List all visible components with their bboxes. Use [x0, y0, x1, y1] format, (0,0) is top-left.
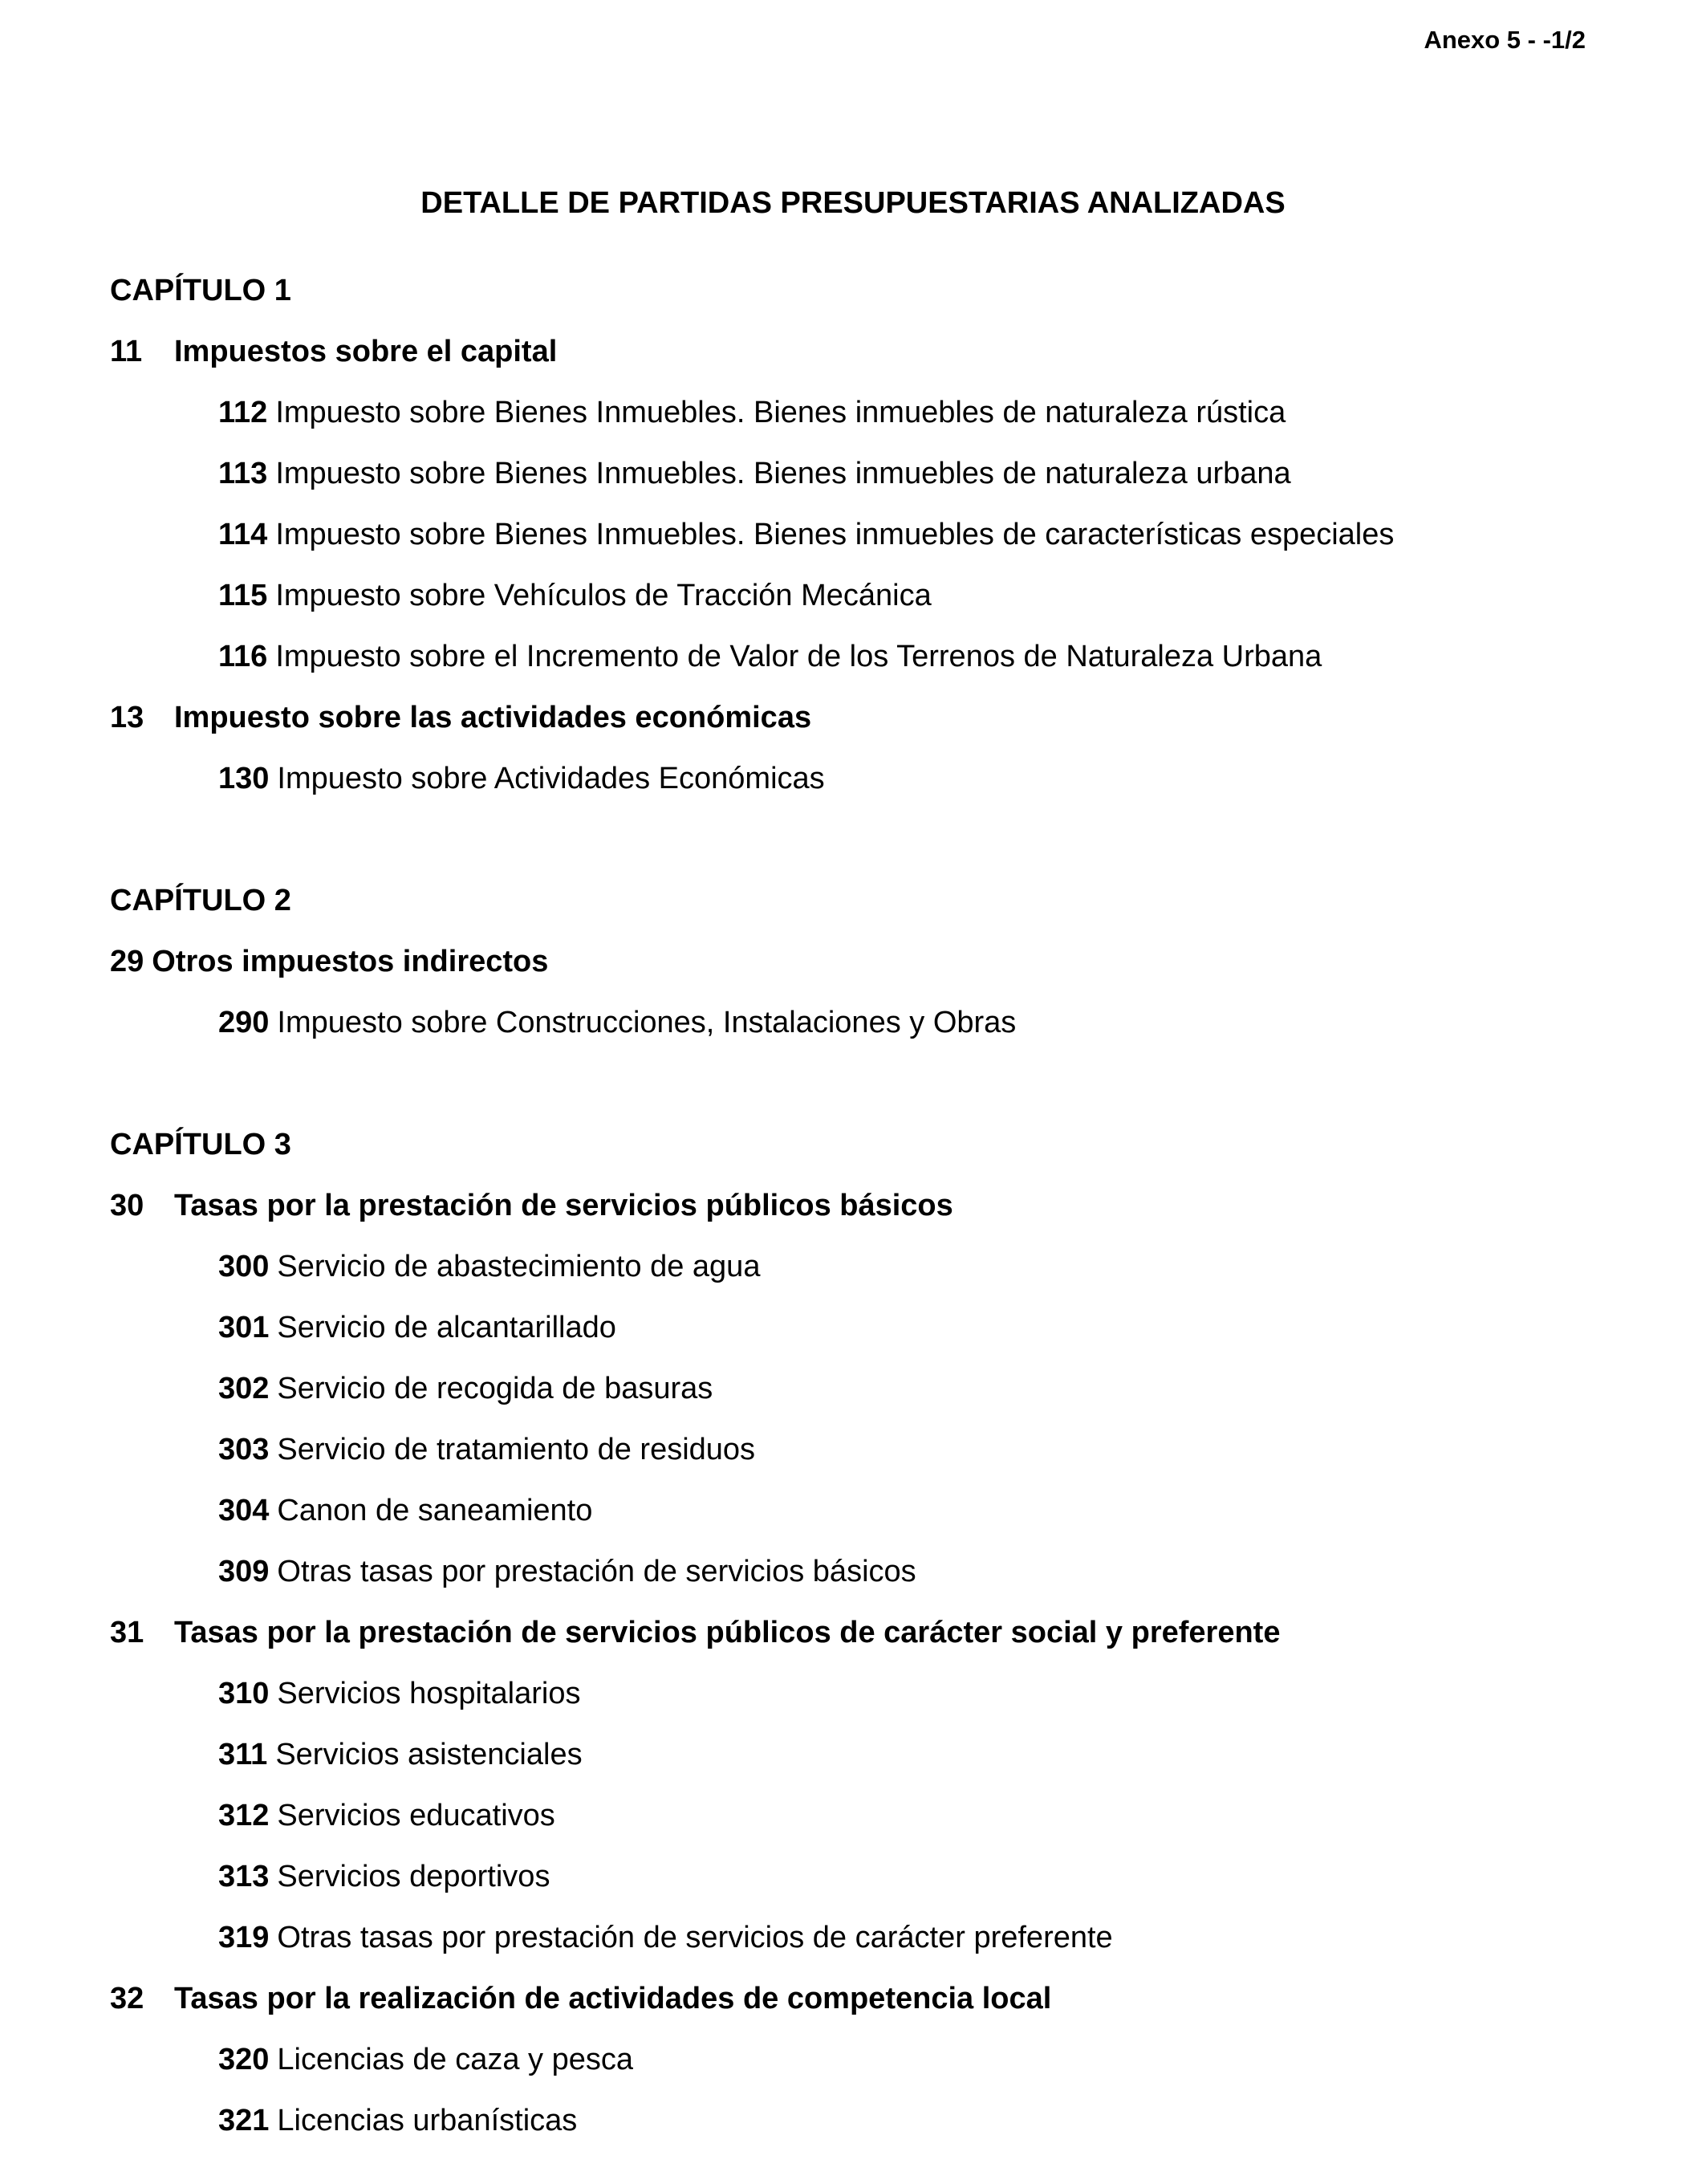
item-code: 313 [218, 1860, 270, 1893]
item-code: 113 [218, 457, 268, 490]
item-code: 112 [218, 396, 268, 429]
line-item [110, 2090, 1626, 2151]
chapter-heading: CAPÍTULO 3 [110, 1128, 291, 1161]
item-name: Licencias urbanísticas [277, 2104, 578, 2137]
item-name: Servicio de abastecimiento de agua [277, 1250, 761, 1283]
item-name: Canon de saneamiento [277, 1494, 593, 1527]
item-name: Impuesto sobre Vehículos de Tracción Mecánica [275, 579, 932, 612]
concept-name: Tasas por la prestación de servicios públicos de carácter social y preferente [174, 1616, 1281, 1649]
item-code: 130 [218, 762, 270, 795]
item-name: Otras tasas por prestación de servicios básicos [277, 1555, 916, 1588]
line-item [110, 1297, 1626, 1358]
item-code: 319 [218, 1921, 270, 1954]
item-name: Servicios deportivos [277, 1860, 550, 1893]
concept-heading [110, 1175, 1626, 1236]
item-code: 116 [218, 640, 268, 673]
item-name: Impuesto sobre Bienes Inmuebles. Bienes inmuebles de naturaleza urbana [275, 457, 1291, 490]
concept-name: Impuestos sobre el capital [174, 335, 558, 368]
item-name: Impuesto sobre Actividades Económicas [277, 762, 825, 795]
page-reference: Anexo 5 - -1/2 [1424, 26, 1586, 54]
line-item [110, 565, 1626, 626]
chapter-heading: CAPÍTULO 2 [110, 884, 291, 917]
concept-code: 11 [110, 335, 143, 368]
line-item [110, 1236, 1626, 1297]
budget-items-list [110, 260, 1626, 2151]
concept-code: 32 [110, 1982, 144, 2015]
line-item [110, 1419, 1626, 1480]
item-name: Impuesto sobre el Incremento de Valor de los Terrenos de Naturaleza Urbana [275, 640, 1322, 673]
item-code: 312 [218, 1799, 270, 1832]
item-code: 321 [218, 2104, 270, 2137]
item-name: Impuesto sobre Construcciones, Instalaciones y Obras [277, 1006, 1017, 1039]
line-item [110, 1785, 1626, 1846]
concept-heading [110, 1602, 1626, 1663]
item-code: 302 [218, 1372, 270, 1405]
item-name: Impuesto sobre Bienes Inmuebles. Bienes inmuebles de naturaleza rústica [275, 396, 1286, 429]
item-code: 114 [218, 518, 268, 551]
concept-code: 30 [110, 1189, 144, 1222]
line-item [110, 382, 1626, 443]
item-code: 310 [218, 1677, 270, 1710]
item-name: Servicios hospitalarios [277, 1677, 581, 1710]
item-name: Otras tasas por prestación de servicios de carácter preferente [277, 1921, 1113, 1954]
item-name: Licencias de caza y pesca [277, 2043, 633, 2076]
item-code: 303 [218, 1433, 270, 1466]
concept-name: Tasas por la realización de actividades de competencia local [174, 1982, 1052, 2015]
item-name: Servicio de tratamiento de residuos [277, 1433, 756, 1466]
concept-heading [110, 321, 1626, 382]
concept-name: Otros impuestos indirectos [152, 945, 549, 978]
document-title-text: DETALLE DE PARTIDAS PRESUPUESTARIAS ANALIZADAS [420, 186, 1286, 220]
line-item [110, 1724, 1626, 1785]
concept-code: 29 [110, 945, 144, 978]
item-code: 300 [218, 1250, 270, 1283]
line-item [110, 504, 1626, 565]
concept-code: 13 [110, 701, 144, 734]
item-name: Impuesto sobre Bienes Inmuebles. Bienes inmuebles de características especiales [275, 518, 1395, 551]
item-code: 290 [218, 1006, 270, 1039]
item-code: 311 [218, 1738, 268, 1771]
concept-name: Tasas por la prestación de servicios públicos básicos [174, 1189, 953, 1222]
document-title [0, 183, 1706, 223]
section-spacer [110, 1053, 1626, 1114]
line-item [110, 1541, 1626, 1602]
concept-heading [110, 931, 1626, 992]
section-spacer [110, 809, 1626, 870]
line-item [110, 626, 1626, 687]
item-code: 320 [218, 2043, 270, 2076]
chapter-heading: CAPÍTULO 1 [110, 274, 291, 307]
item-name: Servicio de recogida de basuras [277, 1372, 713, 1405]
item-name: Servicio de alcantarillado [277, 1311, 616, 1344]
item-code: 304 [218, 1494, 270, 1527]
line-item [110, 1907, 1626, 1968]
item-name: Servicios educativos [277, 1799, 555, 1832]
line-item [110, 2029, 1626, 2090]
item-code: 115 [218, 579, 268, 612]
concept-code: 31 [110, 1616, 144, 1649]
line-item [110, 1480, 1626, 1541]
item-code: 301 [218, 1311, 270, 1344]
concept-heading [110, 687, 1626, 748]
concept-name: Impuesto sobre las actividades económicas [174, 701, 812, 734]
concept-heading [110, 1968, 1626, 2029]
line-item [110, 1358, 1626, 1419]
line-item [110, 443, 1626, 504]
item-name: Servicios asistenciales [275, 1738, 583, 1771]
line-item [110, 1663, 1626, 1724]
line-item [110, 748, 1626, 809]
line-item [110, 1846, 1626, 1907]
item-code: 309 [218, 1555, 270, 1588]
line-item [110, 992, 1626, 1053]
